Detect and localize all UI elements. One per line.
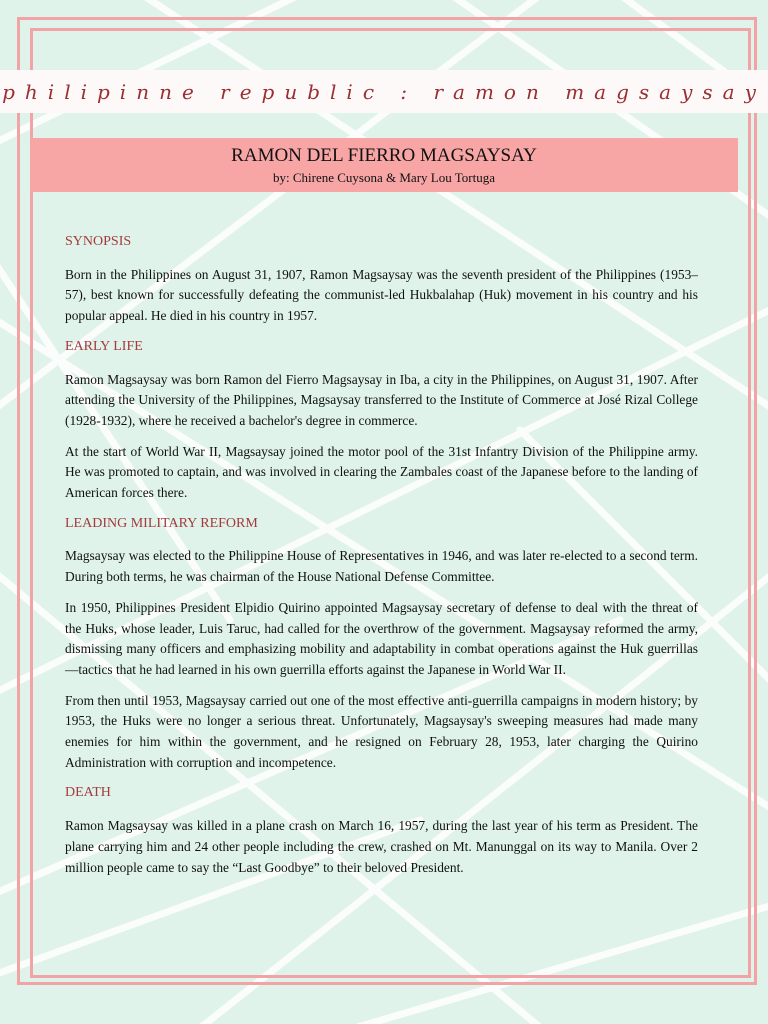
- document-title: RAMON DEL FIERRO MAGSAYSAY: [231, 145, 537, 166]
- paragraph: From then until 1953, Magsaysay carried out one of the most effective anti-guerrilla campaigns in modern history; by 1953, the Huks were no longer a serious threat. Unfortunately, Magsaysay's sweeping measures had made many enemies for him within the government, and he resigned on February 28, 1953, later charging the Quirino Administration with corruption and incompetence.: [65, 692, 698, 770]
- header-title: philipinne republic : ramon magsaysay: [2, 79, 766, 104]
- paragraph: Magsaysay was elected to the Philippine House of Representatives in 1946, and was later re-elected to a second term. During both terms, he was chairman of the House National Defense Committee.: [65, 548, 698, 585]
- section-heading: SYNOPSIS: [65, 234, 132, 249]
- section-military-reform: [65, 514, 698, 774]
- paragraph: At the start of World War II, Magsaysay joined the motor pool of the 31st Infantry Division of the Philippine army. He was promoted to captain, and was involved in clearing the Zambales coast of the Japanese before to the landing of American forces there.: [65, 443, 698, 501]
- paragraph: In 1950, Philippines President Elpidio Quirino appointed Magsaysay secretary of defense to deal with the threat of the Huks, whose leader, Luis Taruc, had called for the overthrow of the government. Magsaysay reformed the army, dismissing many officers and emphasizing mobility and adaptability in combat operations against the Huk guerrillas—tactics that he had learned in his own guerrilla efforts against the Japanese in World War II.: [65, 599, 698, 677]
- section-heading: LEADING MILITARY REFORM: [65, 515, 258, 531]
- byline: by: Chirene Cuysona & Mary Lou Tortuga: [273, 170, 495, 185]
- paragraph: Ramon Magsaysay was born Ramon del Fierro Magsaysay in Iba, a city in the Philippines, on August 31, 1907. After attending the University of the Philippines, Magsaysay transferred to the Institute of Commerce at José Rizal College (1928-1932), where he received a bachelor's degree in commerce.: [65, 371, 698, 428]
- title-box: [30, 138, 738, 192]
- section-death: [65, 783, 698, 878]
- paragraph: Born in the Philippines on August 31, 1907, Ramon Magsaysay was the seventh president of the Philippines (1953–57), best known for successfully defeating the communist-led Hukbalahap (Huk) movement in his country and his popular appeal. He died in his country in 1957.: [65, 266, 698, 324]
- section-heading: EARLY LIFE: [65, 338, 143, 354]
- section-early-life: [65, 337, 698, 504]
- header-band: [0, 70, 768, 113]
- section-heading: DEATH: [65, 785, 111, 801]
- document-body: [65, 232, 698, 888]
- section-synopsis: [65, 232, 698, 327]
- paragraph: Ramon Magsaysay was killed in a plane crash on March 16, 1957, during the last year of his term as President. The plane carrying him and 24 other people including the crew, crashed on Mt. Manunggal on its way to Manila. Over 2 million people came to say the “Last Goodbye” to their beloved President.: [65, 818, 698, 875]
